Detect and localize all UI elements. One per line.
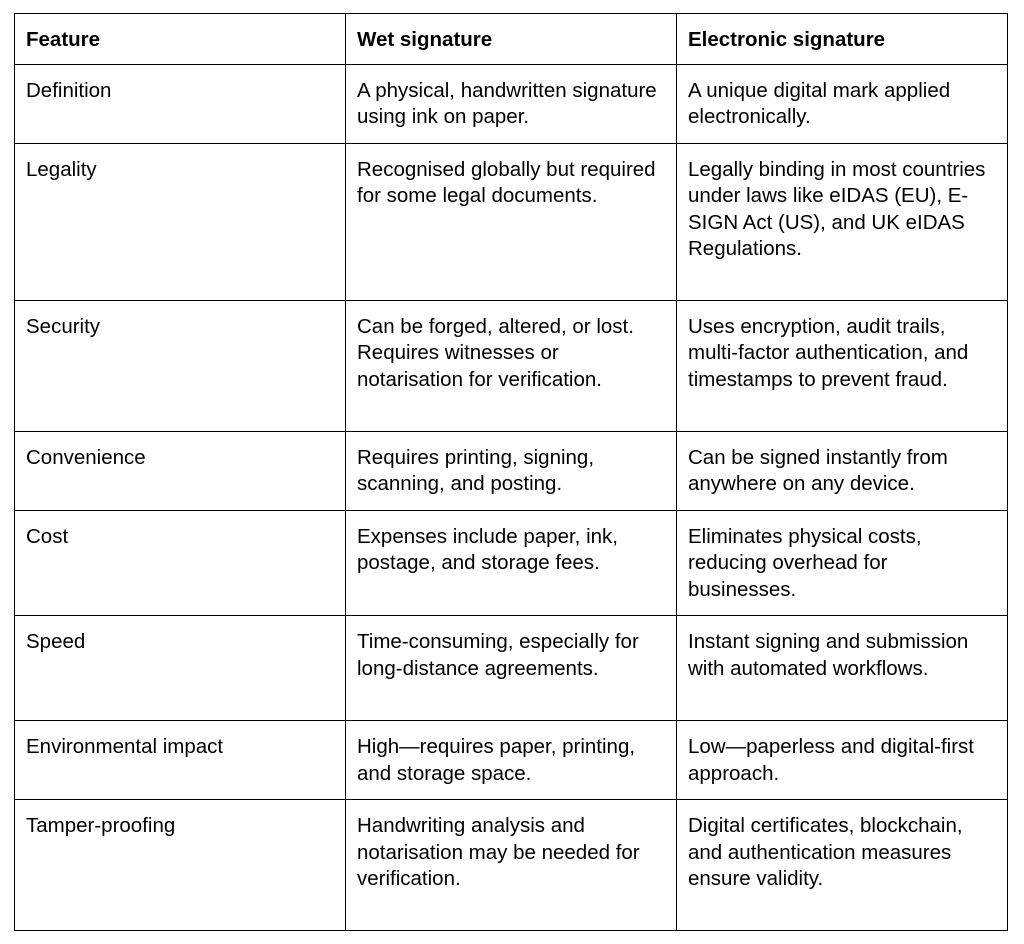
table-header-row [15, 14, 1008, 65]
feature-cell: Environmental impact [15, 721, 346, 800]
feature-cell: Security [15, 300, 346, 431]
feature-cell: Convenience [15, 431, 346, 510]
feature-cell: Speed [15, 616, 346, 721]
header-wet-signature: Wet signature [346, 14, 677, 65]
feature-cell: Legality [15, 143, 346, 300]
header-feature: Feature [15, 14, 346, 65]
feature-cell: Cost [15, 510, 346, 616]
wet-signature-cell: High—requires paper, printing, and storage space. [346, 721, 677, 800]
table-row [15, 510, 1008, 616]
feature-cell: Definition [15, 64, 346, 143]
header-electronic-signature: Electronic signature [677, 14, 1008, 65]
table-row [15, 431, 1008, 510]
wet-signature-cell: Handwriting analysis and notarisation may be needed for verification. [346, 800, 677, 931]
electronic-signature-cell: A unique digital mark applied electronically. [677, 64, 1008, 143]
table-row [15, 721, 1008, 800]
wet-signature-cell: Can be forged, altered, or lost. Requires witnesses or notarisation for verification. [346, 300, 677, 431]
electronic-signature-cell: Low—paperless and digital-first approach. [677, 721, 1008, 800]
table-row [15, 616, 1008, 721]
electronic-signature-cell: Legally binding in most countries under laws like eIDAS (EU), E-SIGN Act (US), and UK eIDAS Regulations. [677, 143, 1008, 300]
table-row [15, 143, 1008, 300]
wet-signature-cell: Recognised globally but required for some legal documents. [346, 143, 677, 300]
wet-signature-cell: A physical, handwritten signature using ink on paper. [346, 64, 677, 143]
electronic-signature-cell: Uses encryption, audit trails, multi-factor authentication, and timestamps to prevent fraud. [677, 300, 1008, 431]
wet-signature-cell: Expenses include paper, ink, postage, and storage fees. [346, 510, 677, 616]
table-row [15, 64, 1008, 143]
electronic-signature-cell: Eliminates physical costs, reducing overhead for businesses. [677, 510, 1008, 616]
electronic-signature-cell: Digital certificates, blockchain, and authentication measures ensure validity. [677, 800, 1008, 931]
wet-signature-cell: Requires printing, signing, scanning, and posting. [346, 431, 677, 510]
signature-comparison-table [14, 13, 1008, 931]
electronic-signature-cell: Instant signing and submission with automated workflows. [677, 616, 1008, 721]
electronic-signature-cell: Can be signed instantly from anywhere on any device. [677, 431, 1008, 510]
wet-signature-cell: Time-consuming, especially for long-distance agreements. [346, 616, 677, 721]
comparison-table-container [14, 13, 1007, 931]
feature-cell: Tamper-proofing [15, 800, 346, 931]
table-row [15, 800, 1008, 931]
table-row [15, 300, 1008, 431]
